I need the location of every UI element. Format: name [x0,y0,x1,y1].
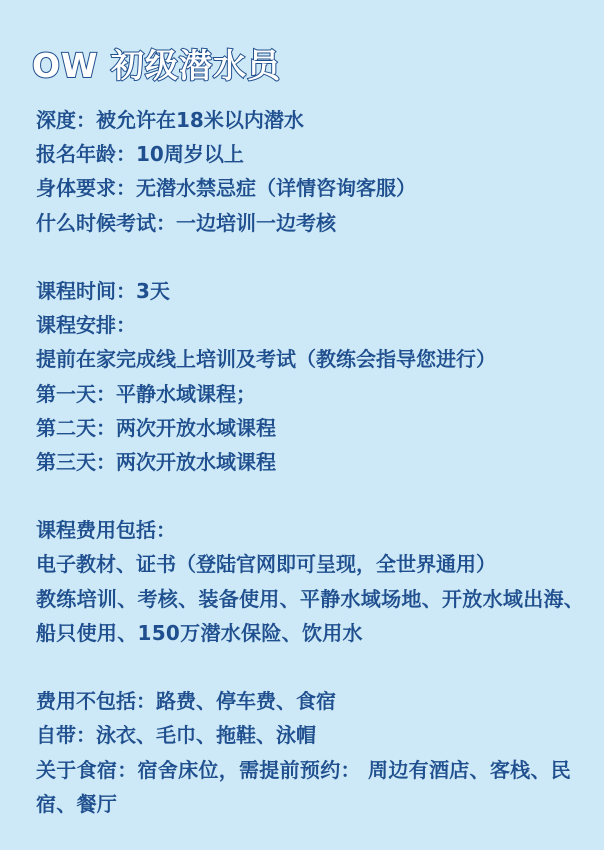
accommodation-info: 关于食宿：宿舍床位，需提前预约： 周边有酒店、客栈、民宿、餐厅 [36,757,572,816]
fee-includes-materials: 电子教材、证书（登陆官网即可呈现，全世界通用） [36,552,496,577]
course-day-one: 第一天：平静水域课程； [36,381,256,406]
content-body [36,103,596,821]
spacer [36,240,596,274]
spacer [36,479,596,513]
bring-yourself: 自带：泳衣、毛巾、拖鞋、泳帽 [36,723,316,748]
course-day-three: 第三天：两次开放水域课程 [36,449,276,474]
fee-includes-services: 教练培训、考核、装备使用、平静水域场地、开放水域出海、船只使用、150万潜水保险、饮用水 [36,586,585,645]
info-health: 身体要求：无潜水禁忌症（详情咨询客服） [36,176,416,201]
info-exam-time: 什么时候考试：一边培训一边考核 [36,210,336,235]
page-title: OW 初级潜水员 [32,46,281,85]
info-depth: 深度：被允许在18米以内潜水 [36,108,304,132]
course-online-prep: 提前在家完成线上培训及考试（教练会指导您进行） [36,347,496,372]
fee-excludes: 费用不包括：路费、停车费、食宿 [36,689,336,714]
info-age: 报名年龄：10周岁以上 [36,142,244,167]
spacer [36,650,596,684]
course-duration: 课程时间：3天 [36,278,170,303]
course-schedule-heading: 课程安排： [36,313,136,338]
course-day-two: 第二天：两次开放水域课程 [36,415,276,440]
fee-includes-heading: 课程费用包括： [36,518,176,543]
